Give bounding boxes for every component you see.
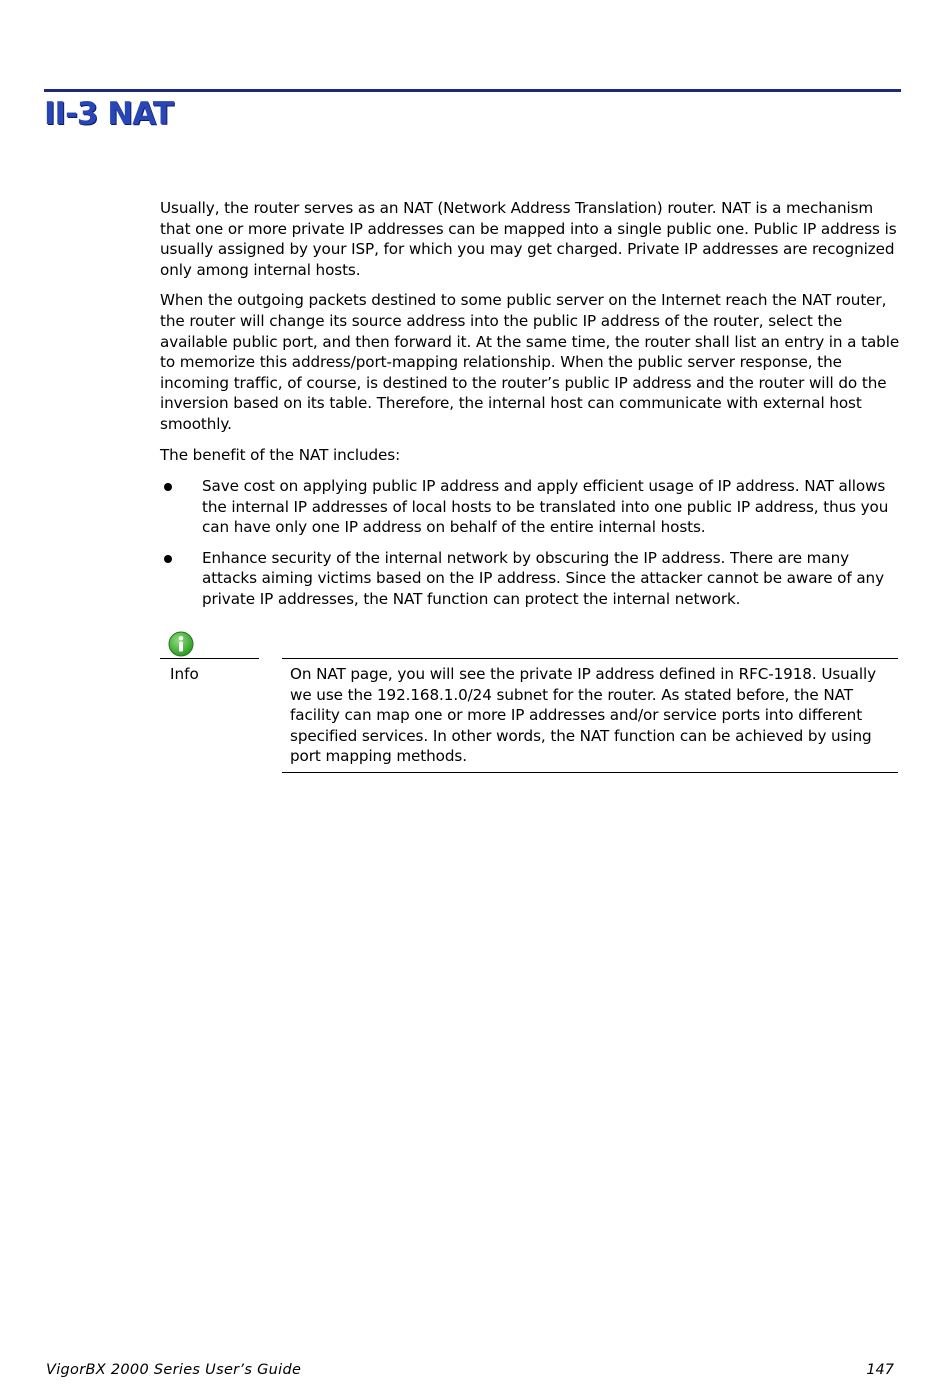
list-item-text: Enhance security of the internal network by obscuring the IP address. There are many attacks aiming victims based on the IP address. Since the attacker cannot be aware of any private IP addresses, the NAT function can protect the internal network. <box>202 548 884 608</box>
info-box-bottom-rule <box>282 772 898 773</box>
info-box-top-rule <box>282 658 898 659</box>
footer-guide-title: VigorBX 2000 Series User’s Guide <box>46 1362 302 1378</box>
body-text <box>160 198 902 475</box>
page-number: 147 <box>866 1362 894 1378</box>
section-title: II-3 NAT <box>44 96 173 132</box>
info-text: On NAT page, you will see the private IP address defined in RFC-1918. Usually we use the 192.168.1.0/24 subnet for the router. As stated before, the NAT facility can map one or more IP addresses and/or service ports into different specified services. In other words, the NAT function can be achieved by using port mapping methods. <box>290 665 877 766</box>
benefit-list <box>160 476 902 620</box>
info-icon <box>168 631 194 657</box>
header-rule <box>44 89 901 92</box>
list-item <box>160 548 902 610</box>
paragraph-intro: Usually, the router serves as an NAT (Network Address Translation) router. NAT is a mechanism that one or more private IP addresses can be mapped into a single public one. Public IP address is usually assigned by your ISP, for which you may get charged. Private IP addresses are recognized only among internal hosts. <box>160 199 897 279</box>
info-label: Info <box>170 665 199 683</box>
bullet-icon <box>164 483 172 491</box>
paragraph-benefits-lead: The benefit of the NAT includes: <box>160 445 401 464</box>
info-label-rule <box>160 658 259 659</box>
list-item <box>160 476 902 538</box>
list-item-text: Save cost on applying public IP address and apply efficient usage of IP address. NAT allows the internal IP addresses of local hosts to be translated into one public IP address, thus you can have only one IP address on behalf of the entire internal hosts. <box>202 477 889 537</box>
bullet-icon <box>164 555 172 563</box>
paragraph-outgoing-packets: When the outgoing packets destined to some public server on the Internet reach the NAT router, the router will change its source address into the public IP address of the router, select the available public port, and then forward it. At the same time, the router shall list an entry in a table to memorize this address/port-mapping relationship. When the public server response, the incoming traffic, of course, is destined to the router’s public IP address and the router will do the inversion based on its table. Therefore, the internal host can communicate with external host smoothly. <box>160 291 900 433</box>
